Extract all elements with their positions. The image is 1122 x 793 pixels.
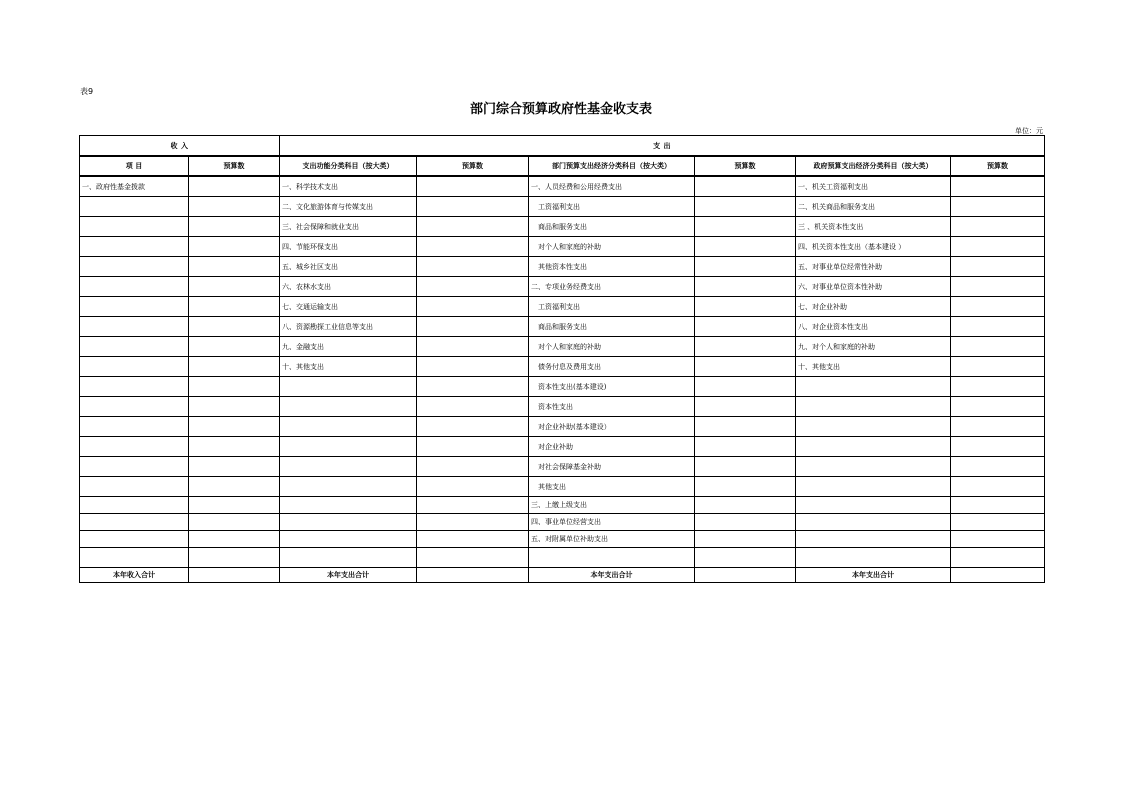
dept-econ-item-cell — [529, 548, 695, 568]
func-total-label: 本年支出合计 — [280, 568, 417, 583]
dept-econ-budget-cell — [695, 277, 796, 297]
gov-econ-item-cell — [796, 397, 951, 417]
income-total-value — [189, 568, 280, 583]
gov-econ-budget-cell — [951, 237, 1045, 257]
income-budget-cell — [189, 237, 280, 257]
gov-econ-item-cell: 三 、机关资本性支出 — [796, 217, 951, 237]
income-budget-cell — [189, 197, 280, 217]
dept-total-value — [695, 568, 796, 583]
dept-total-label: 本年支出合计 — [529, 568, 695, 583]
dept-econ-budget-cell — [695, 514, 796, 531]
gov-econ-item-cell — [796, 497, 951, 514]
dept-econ-budget-cell — [695, 357, 796, 377]
income-item-cell — [80, 477, 189, 497]
gov-total-label: 本年支出合计 — [796, 568, 951, 583]
header-row-1 — [80, 136, 1045, 157]
dept-econ-item-cell: 资本性支出(基本建设) — [529, 377, 695, 397]
dept-econ-budget-cell — [695, 417, 796, 437]
income-item-cell — [80, 217, 189, 237]
income-item-cell — [80, 548, 189, 568]
func-item-cell — [280, 437, 417, 457]
dept-econ-item-cell: 资本性支出 — [529, 397, 695, 417]
func-budget-cell — [417, 514, 529, 531]
func-budget-cell — [417, 497, 529, 514]
gov-econ-item-cell: 一、机关工资福利支出 — [796, 176, 951, 197]
income-item-cell — [80, 237, 189, 257]
dept-econ-budget-cell — [695, 217, 796, 237]
dept-econ-item-cell: 五、对附属单位补助支出 — [529, 531, 695, 548]
table-row — [80, 257, 1045, 277]
table-row — [80, 377, 1045, 397]
income-item-cell — [80, 357, 189, 377]
income-item-cell — [80, 297, 189, 317]
item-column-header: 项 目 — [80, 156, 189, 176]
func-budget-cell — [417, 531, 529, 548]
func-budget-cell — [417, 437, 529, 457]
page-title: 部门综合预算政府性基金收支表 — [469, 102, 652, 117]
table-row — [80, 437, 1045, 457]
income-budget-cell — [189, 514, 280, 531]
gov-econ-budget-cell — [951, 277, 1045, 297]
table-row — [80, 548, 1045, 568]
gov-econ-budget-cell — [951, 437, 1045, 457]
func-item-cell — [280, 377, 417, 397]
dept-econ-item-cell: 对企业补助(基本建设） — [529, 417, 695, 437]
gov-econ-budget-cell — [951, 176, 1045, 197]
budget-table — [79, 135, 1045, 583]
dept-econ-item-cell: 二、专项业务经费支出 — [529, 277, 695, 297]
income-item-cell: 一、政府性基金拨款 — [80, 176, 189, 197]
dept-econ-item-cell: 对企业补助 — [529, 437, 695, 457]
func-item-cell: 七、交通运输支出 — [280, 297, 417, 317]
table-row — [80, 176, 1045, 197]
income-budget-cell — [189, 317, 280, 337]
func-budget-cell — [417, 197, 529, 217]
totals-row — [80, 568, 1045, 583]
gov-econ-budget-cell — [951, 531, 1045, 548]
dept-econ-item-cell: 对个人和家庭的补助 — [529, 237, 695, 257]
dept-econ-budget-cell — [695, 297, 796, 317]
gov-econ-budget-cell — [951, 477, 1045, 497]
gov-econ-class-column-header: 政府预算支出经济分类科目（按大类） — [796, 156, 951, 176]
gov-econ-budget-cell — [951, 357, 1045, 377]
table-row — [80, 397, 1045, 417]
income-item-cell — [80, 417, 189, 437]
income-budget-cell — [189, 497, 280, 514]
func-item-cell — [280, 514, 417, 531]
func-item-cell — [280, 497, 417, 514]
gov-econ-budget-cell — [951, 514, 1045, 531]
gov-econ-budget-cell — [951, 457, 1045, 477]
gov-econ-item-cell — [796, 548, 951, 568]
dept-econ-budget-cell — [695, 176, 796, 197]
income-budget-cell — [189, 176, 280, 197]
gov-econ-item-cell — [796, 514, 951, 531]
table-row — [80, 497, 1045, 514]
header-row-2 — [80, 156, 1045, 176]
gov-econ-budget-cell — [951, 297, 1045, 317]
income-item-cell — [80, 197, 189, 217]
income-budget-cell — [189, 357, 280, 377]
func-class-column-header: 支出功能分类科目（按大类） — [280, 156, 417, 176]
gov-econ-budget-cell — [951, 217, 1045, 237]
dept-econ-budget-cell — [695, 497, 796, 514]
table-row — [80, 531, 1045, 548]
func-budget-cell — [417, 548, 529, 568]
gov-econ-item-cell: 二、机关商品和服务支出 — [796, 197, 951, 217]
dept-econ-budget-cell — [695, 257, 796, 277]
gov-econ-budget-cell — [951, 497, 1045, 514]
dept-econ-budget-cell — [695, 457, 796, 477]
income-budget-cell — [189, 397, 280, 417]
table-row — [80, 277, 1045, 297]
table-row — [80, 457, 1045, 477]
func-budget-cell — [417, 257, 529, 277]
budget-column-header: 预算数 — [189, 156, 280, 176]
dept-econ-budget-cell — [695, 337, 796, 357]
func-item-cell: 十、其他支出 — [280, 357, 417, 377]
dept-econ-budget-cell — [695, 237, 796, 257]
gov-econ-item-cell: 五、对事业单位经常性补助 — [796, 257, 951, 277]
func-item-cell: 六、农林水支出 — [280, 277, 417, 297]
income-budget-cell — [189, 377, 280, 397]
income-item-cell — [80, 257, 189, 277]
income-budget-cell — [189, 437, 280, 457]
income-budget-cell — [189, 457, 280, 477]
dept-econ-item-cell: 债务付息及费用支出 — [529, 357, 695, 377]
gov-econ-item-cell — [796, 531, 951, 548]
func-budget-cell — [417, 237, 529, 257]
gov-econ-budget-cell — [951, 377, 1045, 397]
func-budget-cell — [417, 176, 529, 197]
func-item-cell: 三、社会保障和就业支出 — [280, 217, 417, 237]
gov-econ-item-cell: 七、对企业补助 — [796, 297, 951, 317]
income-budget-cell — [189, 257, 280, 277]
budget-column-header: 预算数 — [417, 156, 529, 176]
table-row — [80, 217, 1045, 237]
gov-econ-item-cell — [796, 477, 951, 497]
budget-column-header: 预算数 — [695, 156, 796, 176]
dept-econ-budget-cell — [695, 437, 796, 457]
unit-label: 单位：元 — [1015, 127, 1043, 135]
func-item-cell — [280, 531, 417, 548]
income-budget-cell — [189, 297, 280, 317]
dept-econ-budget-cell — [695, 197, 796, 217]
gov-econ-item-cell: 八、对企业资本性支出 — [796, 317, 951, 337]
func-item-cell: 一、科学技术支出 — [280, 176, 417, 197]
table-row — [80, 317, 1045, 337]
gov-econ-budget-cell — [951, 257, 1045, 277]
income-item-cell — [80, 497, 189, 514]
table-row — [80, 477, 1045, 497]
income-item-cell — [80, 377, 189, 397]
dept-econ-budget-cell — [695, 377, 796, 397]
income-budget-cell — [189, 217, 280, 237]
income-item-cell — [80, 337, 189, 357]
func-budget-cell — [417, 337, 529, 357]
dept-econ-item-cell: 其他资本性支出 — [529, 257, 695, 277]
income-item-cell — [80, 317, 189, 337]
gov-econ-budget-cell — [951, 548, 1045, 568]
func-item-cell — [280, 457, 417, 477]
func-item-cell: 九、金融支出 — [280, 337, 417, 357]
func-item-cell: 五、城乡社区支出 — [280, 257, 417, 277]
func-budget-cell — [417, 397, 529, 417]
budget-column-header: 预算数 — [951, 156, 1045, 176]
dept-econ-item-cell: 工资福利支出 — [529, 297, 695, 317]
table-row — [80, 237, 1045, 257]
func-item-cell — [280, 417, 417, 437]
func-budget-cell — [417, 217, 529, 237]
table-row — [80, 337, 1045, 357]
income-budget-cell — [189, 337, 280, 357]
func-item-cell — [280, 397, 417, 417]
func-item-cell: 八、资源勘探工业信息等支出 — [280, 317, 417, 337]
gov-econ-item-cell — [796, 437, 951, 457]
dept-econ-budget-cell — [695, 548, 796, 568]
func-budget-cell — [417, 477, 529, 497]
func-budget-cell — [417, 377, 529, 397]
income-item-cell — [80, 457, 189, 477]
func-item-cell: 四、节能环保支出 — [280, 237, 417, 257]
gov-total-value — [951, 568, 1045, 583]
gov-econ-item-cell: 六、对事业单位资本性补助 — [796, 277, 951, 297]
dept-econ-budget-cell — [695, 317, 796, 337]
func-budget-cell — [417, 357, 529, 377]
func-item-cell — [280, 548, 417, 568]
income-budget-cell — [189, 531, 280, 548]
table-row — [80, 417, 1045, 437]
gov-econ-budget-cell — [951, 197, 1045, 217]
expense-header: 支 出 — [280, 136, 1045, 157]
func-budget-cell — [417, 417, 529, 437]
income-item-cell — [80, 531, 189, 548]
income-budget-cell — [189, 548, 280, 568]
gov-econ-budget-cell — [951, 417, 1045, 437]
gov-econ-item-cell — [796, 417, 951, 437]
dept-econ-item-cell: 商品和服务支出 — [529, 217, 695, 237]
dept-econ-item-cell: 一、人员经费和公用经费支出 — [529, 176, 695, 197]
dept-econ-item-cell: 工资福利支出 — [529, 197, 695, 217]
func-budget-cell — [417, 317, 529, 337]
dept-econ-item-cell: 对社会保障基金补助 — [529, 457, 695, 477]
dept-econ-item-cell: 四、事业单位经营支出 — [529, 514, 695, 531]
func-budget-cell — [417, 457, 529, 477]
func-budget-cell — [417, 297, 529, 317]
income-total-label: 本年收入合计 — [80, 568, 189, 583]
income-header: 收 入 — [80, 136, 280, 157]
dept-econ-budget-cell — [695, 397, 796, 417]
func-item-cell — [280, 477, 417, 497]
dept-econ-item-cell: 三、上缴上级支出 — [529, 497, 695, 514]
dept-econ-item-cell: 对个人和家庭的补助 — [529, 337, 695, 357]
table-label: 表9 — [80, 87, 94, 96]
dept-econ-budget-cell — [695, 477, 796, 497]
gov-econ-budget-cell — [951, 337, 1045, 357]
gov-econ-item-cell — [796, 377, 951, 397]
gov-econ-item-cell: 九、对个人和家庭的补助 — [796, 337, 951, 357]
dept-econ-class-column-header: 部门预算支出经济分类科目（按大类） — [529, 156, 695, 176]
income-item-cell — [80, 437, 189, 457]
income-item-cell — [80, 514, 189, 531]
gov-econ-budget-cell — [951, 397, 1045, 417]
func-item-cell: 二、文化旅游体育与传媒支出 — [280, 197, 417, 217]
income-budget-cell — [189, 417, 280, 437]
dept-econ-item-cell: 其他支出 — [529, 477, 695, 497]
func-total-value — [417, 568, 529, 583]
table-row — [80, 197, 1045, 217]
income-budget-cell — [189, 277, 280, 297]
func-budget-cell — [417, 277, 529, 297]
gov-econ-item-cell: 四、机关资本性支出（基本建设 ） — [796, 237, 951, 257]
income-item-cell — [80, 277, 189, 297]
gov-econ-item-cell: 十、其他支出 — [796, 357, 951, 377]
income-item-cell — [80, 397, 189, 417]
table-row — [80, 357, 1045, 377]
gov-econ-item-cell — [796, 457, 951, 477]
table-row — [80, 297, 1045, 317]
income-budget-cell — [189, 477, 280, 497]
dept-econ-budget-cell — [695, 531, 796, 548]
table-row — [80, 514, 1045, 531]
dept-econ-item-cell: 商品和服务支出 — [529, 317, 695, 337]
gov-econ-budget-cell — [951, 317, 1045, 337]
